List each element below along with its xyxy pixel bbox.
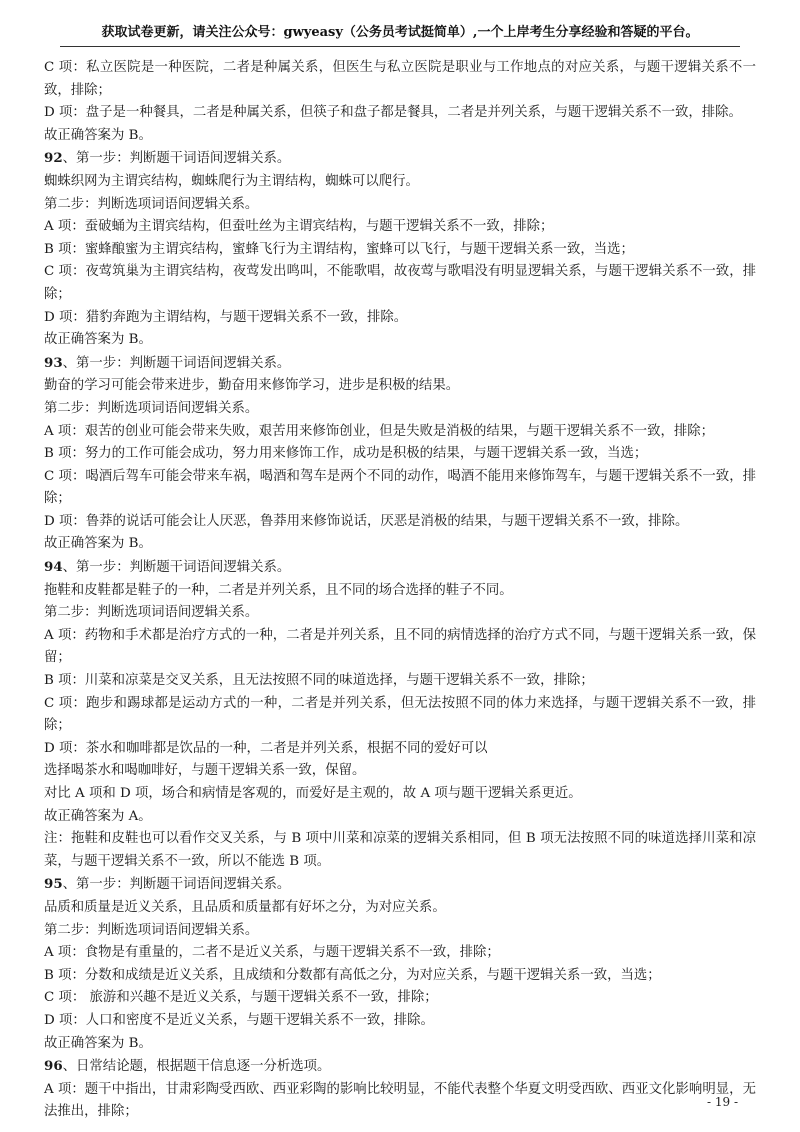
body-paragraph: 品质和质量是近义关系，且品质和质量都有好坏之分，为对应关系。 xyxy=(44,899,446,915)
question-heading xyxy=(44,1055,756,1079)
body-paragraph: D 项：盘子是一种餐具，二者是种属关系，但筷子和盘子都是餐具，二者是并列关系，与题干逻辑关系不一致，排除。 xyxy=(44,105,742,121)
body-paragraph: A 项：题干中指出，甘肃彩陶受西欧、西亚彩陶的影响比较明显，不能代表整个华夏文明受西欧、西亚文化影响明显，无法推出，排除； xyxy=(44,1081,756,1120)
page-header: 获取试卷更新，请关注公众号：gwyeasy（公务员考试挺简单）,一个上岸考生分享经验和答疑的平台。 xyxy=(101,25,699,40)
body-paragraph: 第二步：判断选项词语间逻辑关系。 xyxy=(44,196,259,212)
question-number: 92 xyxy=(44,150,63,167)
page-number: - 19 - xyxy=(706,1095,738,1109)
body-paragraph: D 项：猎豹奔跑为主谓结构，与题干逻辑关系不一致，排除。 xyxy=(44,309,408,325)
body-paragraph: 对比 A 项和 D 项，场合和病情是客观的，而爱好是主观的，故 A 项与题干逻辑关系更近。 xyxy=(44,786,582,801)
body-paragraph: 选择喝茶水和喝咖啡好，与题干逻辑关系一致，保留。 xyxy=(44,763,366,779)
body-paragraph: 故正确答案为 B。 xyxy=(44,332,152,348)
body-paragraph: 第二步：判断选项词语间逻辑关系。 xyxy=(44,605,259,621)
body-paragraph: C 项： 旅游和兴趣不是近义关系，与题干逻辑关系不一致，排除； xyxy=(44,990,438,1006)
body-paragraph: A 项：食物是有重量的，二者不是近义关系，与题干逻辑关系不一致，排除； xyxy=(44,945,500,961)
body-paragraph: B 项：蜜蜂酿蜜为主谓宾结构，蜜蜂飞行为主谓结构，蜜蜂可以飞行，与题干逻辑关系一致，当选； xyxy=(44,241,634,257)
body-paragraph: D 项：鲁莽的说话可能会让人厌恶，鲁莽用来修饰说话，厌恶是消极的结果，与题干逻辑关系不一致，排除。 xyxy=(44,513,689,529)
body-paragraph: A 项：艰苦的创业可能会带来失败，艰苦用来修饰创业，但是失败是消极的结果，与题干逻辑关系不一致，排除； xyxy=(44,423,715,439)
body-paragraph: C 项：跑步和踢球都是运动方式的一种，二者是并列关系，但无法按照不同的体力来选择，与题干逻辑关系不一致，排除； xyxy=(44,695,756,734)
body-paragraph: B 项：努力的工作可能会成功，努力用来修饰工作，成功是积极的结果，与题干逻辑关系一致，当选； xyxy=(44,446,648,462)
question-number: 94 xyxy=(44,559,63,576)
question-number: 96 xyxy=(44,1058,63,1075)
body-paragraph: D 项：人口和密度不是近义关系，与题干逻辑关系不一致，排除。 xyxy=(44,1012,434,1028)
body-paragraph: B 项：川菜和凉菜是交叉关系，且无法按照不同的味道选择，与题干逻辑关系不一致，排除； xyxy=(44,673,594,689)
question-heading-text: 、第一步：判断题干词语间逻辑关系。 xyxy=(62,151,291,167)
body-paragraph: A 项：蚕破蛹为主谓宾结构，但蚕吐丝为主谓宾结构，与题干逻辑关系不一致，排除； xyxy=(44,219,554,235)
body-paragraph: 故正确答案为 B。 xyxy=(44,536,152,552)
body-paragraph: 蜘蛛织网为主谓宾结构，蜘蛛爬行为主谓结构，蜘蛛可以爬行。 xyxy=(44,173,419,189)
body-paragraph: 故正确答案为 A。 xyxy=(44,808,152,824)
header-divider xyxy=(60,46,740,47)
body-paragraph: A 项：药物和手术都是治疗方式的一种，二者是并列关系，且不同的病情选择的治疗方式不同，与题干逻辑关系一致，保留； xyxy=(44,627,756,666)
body-paragraph: C 项：喝酒后驾车可能会带来车祸，喝酒和驾车是两个不同的动作，喝酒不能用来修饰驾车，与题干逻辑关系不一致，排除； xyxy=(44,468,756,507)
body-paragraph: 注：拖鞋和皮鞋也可以看作交叉关系，与 B 项中川菜和凉菜的逻辑关系相同，但 B 项无法按照不同的味道选择川菜和凉菜，与题干逻辑关系不一致，所以不能选 B 项。 xyxy=(44,831,756,869)
body-paragraph: 第二步：判断选项词语间逻辑关系。 xyxy=(44,400,259,416)
body-paragraph: 故正确答案为 B。 xyxy=(44,127,152,143)
body-paragraph: D 项：茶水和咖啡都是饮品的一种，二者是并列关系，根据不同的爱好可以 xyxy=(44,740,488,756)
question-number: 95 xyxy=(44,876,63,893)
question-number: 93 xyxy=(44,354,63,371)
body-paragraph: 勤奋的学习可能会带来进步，勤奋用来修饰学习，进步是积极的结果。 xyxy=(44,378,460,394)
document-body xyxy=(44,57,756,1124)
body-paragraph: C 项：私立医院是一种医院，二者是种属关系，但医生与私立医院是职业与工作地点的对应关系，与题干逻辑关系不一致，排除； xyxy=(44,60,756,98)
body-paragraph: 拖鞋和皮鞋都是鞋子的一种，二者是并列关系，且不同的场合选择的鞋子不同。 xyxy=(44,582,513,598)
question-heading xyxy=(44,147,756,171)
question-heading-text: 、第一步：判断题干词语间逻辑关系。 xyxy=(62,355,291,371)
question-heading xyxy=(44,873,756,897)
body-paragraph: C 项：夜莺筑巢为主谓宾结构，夜莺发出鸣叫，不能歌唱，故夜莺与歌唱没有明显逻辑关系，与题干逻辑关系不一致，排除； xyxy=(44,264,756,302)
question-heading xyxy=(44,352,756,376)
body-paragraph: B 项：分数和成绩是近义关系，且成绩和分数都有高低之分，为对应关系，与题干逻辑关系一致，当选； xyxy=(44,967,661,983)
question-heading-text: 、第一步：判断题干词语间逻辑关系。 xyxy=(62,877,291,893)
question-heading xyxy=(44,556,756,580)
question-heading-text: 、日常结论题，根据题干信息逐一分析选项。 xyxy=(62,1059,331,1075)
body-paragraph: 第二步：判断选项词语间逻辑关系。 xyxy=(44,922,259,938)
body-paragraph: 故正确答案为 B。 xyxy=(44,1035,152,1051)
question-heading-text: 、第一步：判断题干词语间逻辑关系。 xyxy=(62,560,291,576)
